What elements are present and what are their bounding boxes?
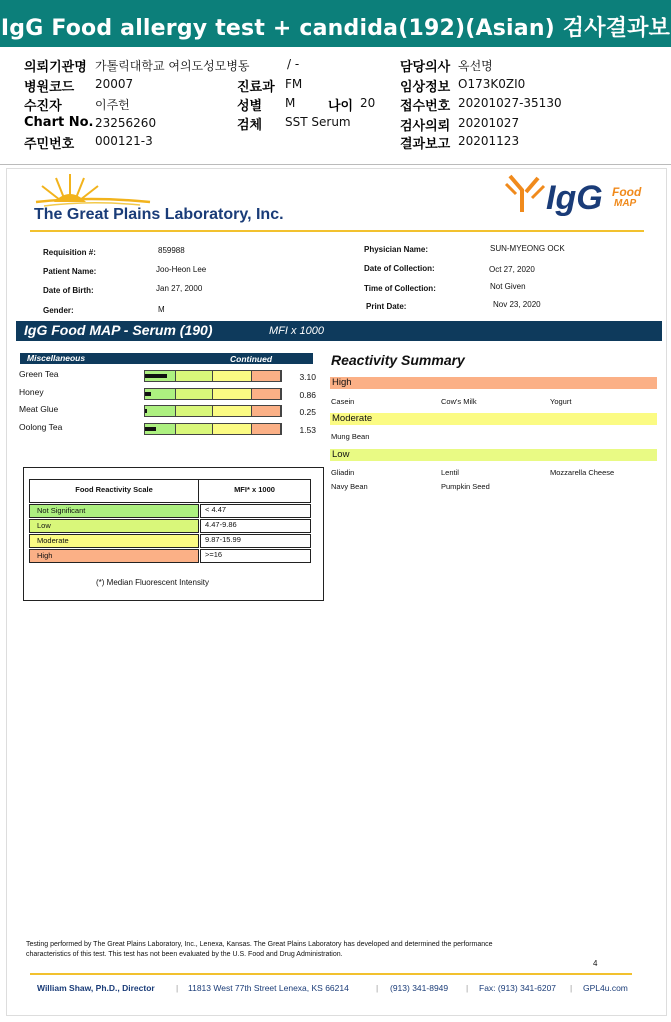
footer-sep: | (176, 983, 179, 993)
bar-segment (252, 371, 281, 381)
scale-range: 4.47-9.86 (200, 519, 311, 533)
requisition-value: 859988 (158, 246, 185, 255)
igg-logo-text: IgG (546, 179, 603, 217)
scale-range: >=16 (200, 549, 311, 563)
age-value: 20 (360, 96, 376, 110)
food-logo-text: Food (612, 185, 642, 199)
hospital-code-label: 병원코드 (24, 80, 75, 95)
dept-label: 진료과 (237, 80, 275, 95)
disclaimer-line-1: Testing performed by The Great Plains Laboratory, Inc., Lenexa, Kansas. The Great Plains Laboratory has developed and determined the performance (26, 941, 493, 948)
food-name: Meat Glue (19, 404, 59, 414)
report-date-value: 20201123 (458, 134, 520, 148)
rrn-label: 주민번호 (24, 137, 75, 152)
footer-fax: Fax: (913) 341-6207 (479, 983, 557, 993)
bar-segment (176, 371, 213, 381)
section-unit: MFI x 1000 (269, 325, 325, 337)
footer-sep: | (376, 983, 379, 993)
bar-segment (145, 406, 176, 416)
bar-segment (252, 389, 281, 399)
footer-address: 11813 West 77th Street Lenexa, KS 66214 (188, 983, 349, 993)
request-label: 검사의뢰 (400, 119, 451, 134)
patient-value: 이주헌 (95, 98, 130, 112)
food-value: 1.53 (299, 424, 316, 435)
scale-range: 9.87-15.99 (200, 534, 311, 548)
dob-label: Date of Birth: (43, 286, 94, 295)
footer-director: William Shaw, Ph.D., Director (37, 983, 155, 993)
misc-header (20, 353, 313, 364)
scale-label: Not Significant (29, 504, 199, 518)
collection-time-label: Time of Collection: (364, 284, 436, 293)
band-high: High (330, 377, 657, 389)
sun-logo-icon (30, 172, 160, 208)
header-gold-line (30, 230, 644, 232)
scale-footnote: (*) Median Fluorescent Intensity (96, 578, 209, 587)
scale-label: High (29, 549, 199, 563)
sex-value: M (285, 96, 296, 110)
age-label: 나이 (328, 99, 354, 114)
scale-label: Moderate (29, 534, 199, 548)
patient-label: 수진자 (24, 99, 62, 114)
reactivity-bar (144, 405, 282, 417)
list-item: Gliadin (331, 468, 355, 477)
bar-segment (176, 389, 213, 399)
bar-fill (145, 374, 167, 378)
bar-segment (213, 424, 252, 434)
doctor-label: 담당의사 (400, 60, 451, 75)
chart-value: 23256260 (95, 116, 157, 130)
clinical-value: O173K0ZI0 (458, 77, 526, 91)
rrn-value: 000121-3 (95, 134, 153, 148)
receipt-label: 접수번호 (400, 99, 451, 114)
bar-segment (176, 406, 213, 416)
collection-date-value: Oct 27, 2020 (489, 265, 535, 274)
bar-segment (213, 406, 252, 416)
list-item: Yogurt (550, 397, 572, 406)
clinical-label: 임상정보 (400, 80, 451, 95)
scale-unit-header: MFI* x 1000 (198, 479, 311, 503)
request-value: 20201027 (458, 116, 520, 130)
footer-sep: | (466, 983, 469, 993)
dob-value: Jan 27, 2000 (156, 284, 203, 293)
institution-label: 의뢰기관명 (24, 60, 87, 75)
bar-segment (176, 424, 213, 434)
physician-label: Physician Name: (364, 245, 429, 254)
gender-value: M (158, 305, 165, 314)
band-low: Low (330, 449, 657, 461)
hospital-code-value: 20007 (95, 77, 134, 91)
map-logo-text: MAP (614, 198, 637, 209)
collection-date-label: Date of Collection: (364, 264, 435, 273)
print-date-value: Nov 23, 2020 (493, 300, 541, 309)
bar-fill (145, 392, 151, 396)
reactivity-bar (144, 423, 282, 435)
footer-phone: (913) 341-8949 (390, 983, 449, 993)
requisition-label: Requisition #: (43, 248, 96, 257)
food-value: 0.86 (299, 389, 316, 400)
bar-segment (213, 371, 252, 381)
list-item: Mung Bean (331, 432, 370, 441)
reactivity-bar (144, 388, 282, 400)
patient-name-value: Joo-Heon Lee (156, 265, 207, 274)
food-value: 3.10 (299, 372, 316, 382)
bar-fill (145, 427, 156, 431)
band-moderate: Moderate (330, 413, 657, 425)
receipt-value: 20201027-35130 (458, 96, 562, 110)
reactivity-bar (144, 370, 282, 382)
food-name: Green Tea (19, 369, 59, 379)
reactivity-summary-title: Reactivity Summary (331, 352, 465, 368)
institution-value: 가톨릭대학교 여의도성모병동 (95, 59, 250, 73)
disclaimer-line-2: characteristics of this test. This test has not been evaluated by the U.S. Food and Drug Administration. (26, 951, 343, 958)
footer-sep: | (570, 983, 573, 993)
list-item: Casein (331, 397, 355, 406)
section-bar (16, 321, 662, 341)
dept-value: FM (285, 77, 303, 91)
page-number: 4 (593, 959, 598, 968)
bar-fill (145, 409, 147, 413)
list-item: Navy Bean (331, 482, 368, 491)
institution-suffix: / - (287, 57, 300, 71)
misc-continued: Continued (230, 354, 273, 364)
list-item: Cow's Milk (441, 397, 477, 406)
chart-label: Chart No. (24, 115, 94, 130)
food-value: 0.25 (299, 407, 316, 417)
specimen-label: 검체 (237, 118, 263, 133)
section-title: IgG Food MAP - Serum (190) (24, 322, 213, 338)
list-item: Pumpkin Seed (441, 482, 490, 491)
food-name: Honey (19, 386, 44, 397)
patient-name-label: Patient Name: (43, 267, 97, 276)
food-name: Oolong Tea (19, 421, 63, 432)
list-item: Lentil (441, 468, 459, 477)
antibody-logo-icon (504, 172, 546, 216)
print-date-label: Print Date: (366, 302, 407, 311)
header-divider (0, 164, 671, 165)
physician-value: SUN-MYEONG OCK (490, 244, 565, 253)
footer-gold-line (30, 973, 632, 975)
report-title: IgG Food allergy test + candida(192)(Asian) 검사결과보고서 (0, 0, 671, 47)
bar-segment (252, 424, 281, 434)
bar-segment (213, 389, 252, 399)
footer-web: GPL4u.com (583, 983, 628, 993)
collection-time-value: Not Given (490, 282, 526, 291)
report-date-label: 결과보고 (400, 137, 451, 152)
specimen-value: SST Serum (285, 115, 351, 129)
scale-label: Low (29, 519, 199, 533)
doctor-value: 옥선명 (458, 59, 493, 73)
misc-title: Miscellaneous (27, 353, 86, 363)
gender-label: Gender: (43, 306, 74, 315)
scale-range: < 4.47 (200, 504, 311, 518)
sex-label: 성별 (237, 99, 263, 114)
scale-title: Food Reactivity Scale (29, 479, 199, 503)
list-item: Mozzarella Cheese (550, 468, 615, 477)
lab-name: The Great Plains Laboratory, Inc. (34, 206, 284, 223)
bar-segment (252, 406, 281, 416)
